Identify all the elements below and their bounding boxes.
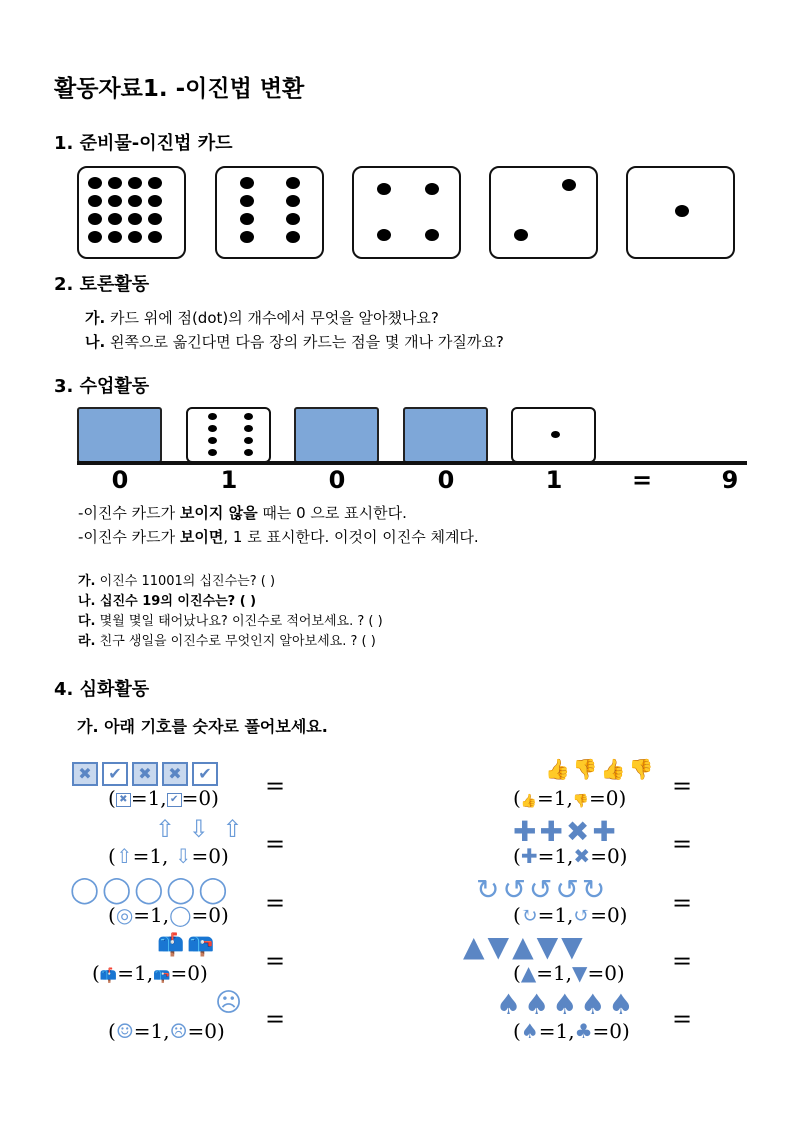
rule-shown: -이진수 카드가 보이면, 1 로 표시한다. 이것이 이진수 체계다. (78, 528, 479, 546)
section-4-heading: 4. 심화활동 (54, 679, 150, 700)
puzzle-mailbox-symbols: 📫📪 (157, 933, 218, 958)
binary-digit: 1 (220, 466, 238, 494)
binary-card-1 (626, 166, 735, 259)
binary-digit: 0 (437, 466, 455, 494)
dot (148, 177, 162, 189)
binary-digit: 0 (328, 466, 346, 494)
puzzle-suit-legend: (♠=1,♣=0) (513, 1019, 630, 1043)
dot (148, 195, 162, 207)
equals-sign: = (631, 466, 653, 494)
puzzle-rotate-legend: (↻=1,↺=0) (513, 903, 628, 927)
question-a: 가. 이진수 11001의 십진수는? ( ) (78, 574, 276, 589)
puzzle-cross-symbols: ✚✚✖✚ (513, 815, 619, 848)
puzzle-triangle-legend: (▲=1,▼=0) (513, 961, 625, 985)
equals-sign: = (672, 772, 693, 800)
equals-sign: = (672, 947, 693, 975)
dot (108, 231, 122, 243)
puzzle-thumb-legend: (👍=1,👎=0) (513, 786, 627, 810)
dot (377, 229, 391, 241)
dot (108, 177, 122, 189)
puzzle-arrow-legend: (⇧=1, ⇩=0) (108, 844, 229, 868)
dot (208, 449, 217, 456)
dot (240, 177, 254, 189)
dot (244, 437, 253, 444)
dot (244, 413, 253, 420)
puzzle-circle-symbols: ◯◯◯◯◯ (70, 875, 231, 905)
dot (88, 231, 102, 243)
dot (425, 183, 439, 195)
shown-card-8 (186, 407, 271, 463)
dot (551, 431, 560, 438)
dot (128, 195, 142, 207)
x-box-icon: ✖ (72, 762, 98, 786)
dot (514, 229, 528, 241)
equals-sign: = (265, 947, 286, 975)
puzzle-checkbox-symbols (72, 762, 222, 786)
discussion-question-a: 가. 카드 위에 점(dot)의 개수에서 무엇을 알아챘나요? (85, 309, 439, 327)
binary-digit: 0 (111, 466, 129, 494)
dot (128, 213, 142, 225)
discussion-question-b: 나. 왼쪽으로 옮긴다면 다음 장의 카드는 점을 몇 개나 가질까요? (85, 333, 504, 351)
check-box-icon: ✔ (102, 762, 128, 786)
question-c: 다. 몇월 몇일 태어났나요? 이진수로 적어보세요. ? ( ) (78, 614, 383, 629)
dot (286, 177, 300, 189)
dot (244, 425, 253, 432)
dot (108, 213, 122, 225)
x-box-icon: ✖ (132, 762, 158, 786)
dot (240, 195, 254, 207)
equals-sign: = (672, 830, 693, 858)
puzzle-suit-symbols: ♠♠♠♠♠ (496, 988, 637, 1021)
dot (208, 437, 217, 444)
dot (208, 413, 217, 420)
x-box-icon: ✖ (116, 793, 131, 807)
rule-hidden: -이진수 카드가 보이지 않을 때는 0 으로 표시한다. (78, 504, 407, 522)
puzzle-mailbox-legend: (📫=1,📪=0) (92, 961, 208, 985)
dot (88, 195, 102, 207)
dot (562, 179, 576, 191)
advanced-instruction: 가. 아래 기호를 숫자로 풀어보세요. (77, 717, 328, 736)
dot (128, 177, 142, 189)
shown-card-1 (511, 407, 596, 463)
page-title: 활동자료1. -이진법 변환 (54, 76, 305, 102)
hidden-card-16 (77, 407, 162, 463)
binary-card-16 (77, 166, 186, 259)
x-box-icon: ✖ (162, 762, 188, 786)
check-box-icon: ✔ (167, 793, 182, 807)
equals-sign: = (265, 772, 286, 800)
dot (675, 205, 689, 217)
section-3-heading: 3. 수업활동 (54, 376, 150, 397)
binary-card-4 (352, 166, 461, 259)
section-2-heading: 2. 토론활동 (54, 274, 150, 295)
equals-sign: = (265, 889, 286, 917)
hidden-card-4 (294, 407, 379, 463)
check-box-icon: ✔ (192, 762, 218, 786)
puzzle-thumb-symbols: 👍👎👍👎 (545, 757, 657, 781)
puzzle-face-legend: (☺=1,☹=0) (108, 1019, 225, 1043)
dot (286, 213, 300, 225)
binary-card-8 (215, 166, 324, 259)
equals-sign: = (672, 1005, 693, 1033)
dot (108, 195, 122, 207)
dot (88, 213, 102, 225)
dot (286, 231, 300, 243)
binary-card-2 (489, 166, 598, 259)
equals-sign: = (265, 1005, 286, 1033)
decimal-result: 9 (721, 466, 739, 494)
puzzle-rotate-symbols: ↻↺↺↺↻ (476, 873, 609, 906)
hidden-card-2 (403, 407, 488, 463)
puzzle-triangle-symbols: ▲▼▲▼▼ (463, 930, 586, 963)
puzzle-checkbox-legend: ( ✖ =1, ✔ =0) (108, 786, 219, 810)
section-1-heading: 1. 준비물-이진법 카드 (54, 133, 233, 154)
puzzle-face-symbols: ☹ (215, 988, 246, 1018)
equals-sign: = (672, 889, 693, 917)
question-d: 라. 친구 생일을 이진수로 무엇인지 알아보세요. ? ( ) (78, 634, 376, 649)
equals-sign: = (265, 830, 286, 858)
dot (128, 231, 142, 243)
dot (244, 449, 253, 456)
dot (148, 213, 162, 225)
card-baseline (77, 461, 747, 465)
puzzle-arrow-symbols: ⇧ ⇩ ⇧ (155, 815, 246, 843)
dot (425, 229, 439, 241)
dot (148, 231, 162, 243)
dot (377, 183, 391, 195)
dot (88, 177, 102, 189)
dot (286, 195, 300, 207)
dot (208, 425, 217, 432)
question-b: 나. 십진수 19의 이진수는? ( ) (78, 594, 257, 609)
binary-digit: 1 (545, 466, 563, 494)
dot (240, 231, 254, 243)
dot (240, 213, 254, 225)
puzzle-circle-legend: (◎=1,◯=0) (108, 903, 229, 927)
puzzle-cross-legend: (✚=1,✖=0) (513, 844, 628, 868)
